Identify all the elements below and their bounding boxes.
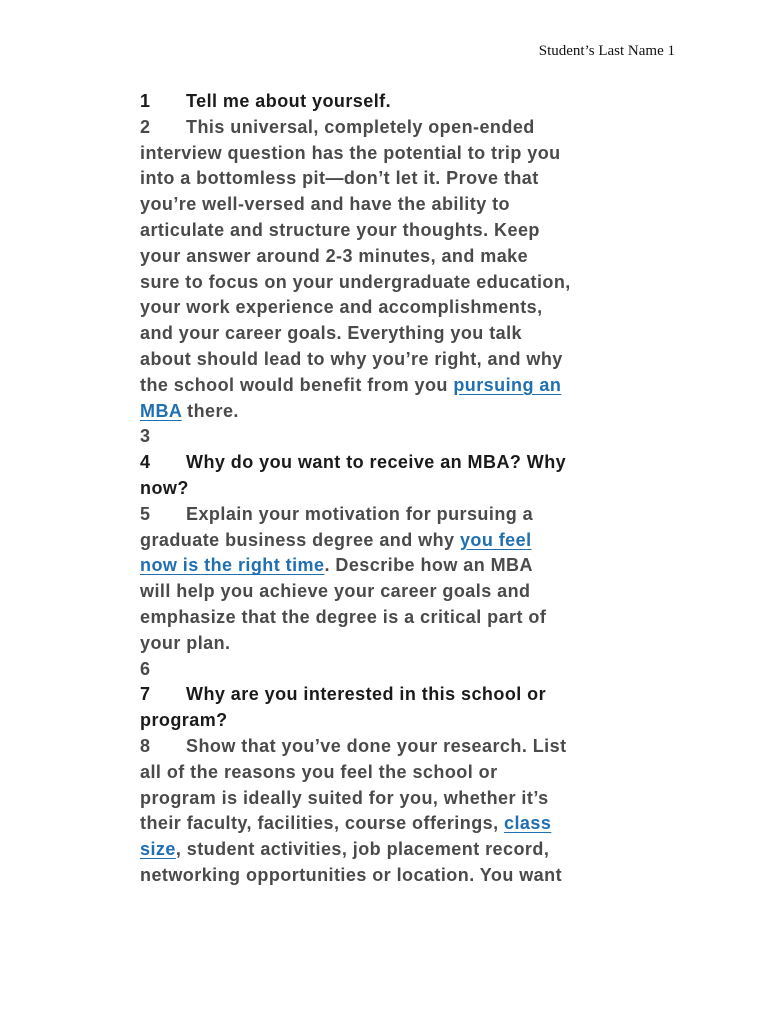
paragraph-number: 3 [140, 426, 151, 447]
answer-line: articulate and structure your thoughts. Keep [140, 219, 540, 240]
answer-text: graduate business degree and why [140, 529, 460, 550]
class-size-link[interactable]: class [504, 813, 552, 834]
question-line [140, 450, 685, 476]
answer-line [140, 373, 685, 399]
running-head: Student’s Last Name 1 [538, 43, 675, 59]
question-text: Why are you interested in this school or [186, 684, 547, 705]
answer-line: your work experience and accomplishments, [140, 297, 543, 318]
answer-text: Show that you’ve done your research. List [186, 735, 567, 756]
answer-line [140, 811, 685, 837]
answer-line [140, 528, 685, 554]
paragraph-number: 6 [140, 658, 151, 679]
answer-line: interview question has the potential to trip you [140, 142, 561, 163]
answer-line: sure to focus on your undergraduate education, [140, 271, 571, 292]
answer-line: your answer around 2-3 minutes, and make [140, 245, 529, 266]
answer-text: Explain your motivation for pursuing a [186, 503, 534, 524]
question-text: Tell me about yourself. [186, 91, 392, 111]
answer-line: will help you achieve your career goals and [140, 581, 531, 602]
paragraph-number: 5 [140, 503, 151, 524]
answer-line [140, 837, 685, 863]
answer-line: and your career goals. Everything you talk [140, 323, 523, 344]
paragraph-number: 4 [140, 452, 151, 473]
class-size-link-continued[interactable]: size [140, 839, 176, 860]
question-text: Why do you want to receive an MBA? Why [186, 452, 567, 473]
paragraph-number: 8 [140, 735, 151, 756]
answer-line [140, 734, 685, 760]
answer-text: there. [181, 400, 239, 421]
question-line: program? [140, 710, 228, 731]
answer-line [140, 553, 685, 579]
right-time-link[interactable]: you feel [459, 529, 532, 550]
answer-line: into a bottomless pit—don’t let it. Prove that [140, 168, 539, 189]
empty-numbered-line [140, 657, 685, 683]
answer-text: This universal, completely open-ended [186, 116, 535, 137]
answer-line [140, 502, 685, 528]
answer-line: emphasize that the degree is a critical part of [140, 606, 547, 627]
answer-line: program is ideally suited for you, whether it’s [140, 787, 549, 808]
answer-line: networking opportunities or location. You want [140, 864, 563, 885]
answer-text: their faculty, facilities, course offerings, [140, 813, 505, 834]
pursuing-an-mba-link[interactable]: pursuing an [453, 374, 562, 395]
question-line [140, 682, 685, 708]
answer-text: the school would benefit from you [140, 374, 454, 395]
answer-text: . Describe how an MBA [324, 555, 533, 576]
empty-numbered-line [140, 424, 685, 450]
answer-line: your plan. [140, 632, 231, 653]
paragraph-number: 1 [140, 91, 151, 111]
paragraph-number: 7 [140, 684, 151, 705]
question-line: now? [140, 477, 189, 498]
answer-line: all of the reasons you feel the school or [140, 761, 498, 782]
right-time-link-continued[interactable]: now is the right time [140, 555, 325, 576]
answer-line [140, 115, 685, 141]
answer-text: , student activities, job placement record, [175, 839, 550, 860]
question-line [140, 89, 685, 115]
document-body [140, 89, 685, 889]
pursuing-an-mba-link-continued[interactable]: MBA [140, 400, 182, 421]
answer-line [140, 399, 685, 425]
paragraph-number: 2 [140, 116, 151, 137]
answer-line: about should lead to why you’re right, and why [140, 348, 563, 369]
answer-line: you’re well-versed and have the ability to [140, 194, 511, 215]
